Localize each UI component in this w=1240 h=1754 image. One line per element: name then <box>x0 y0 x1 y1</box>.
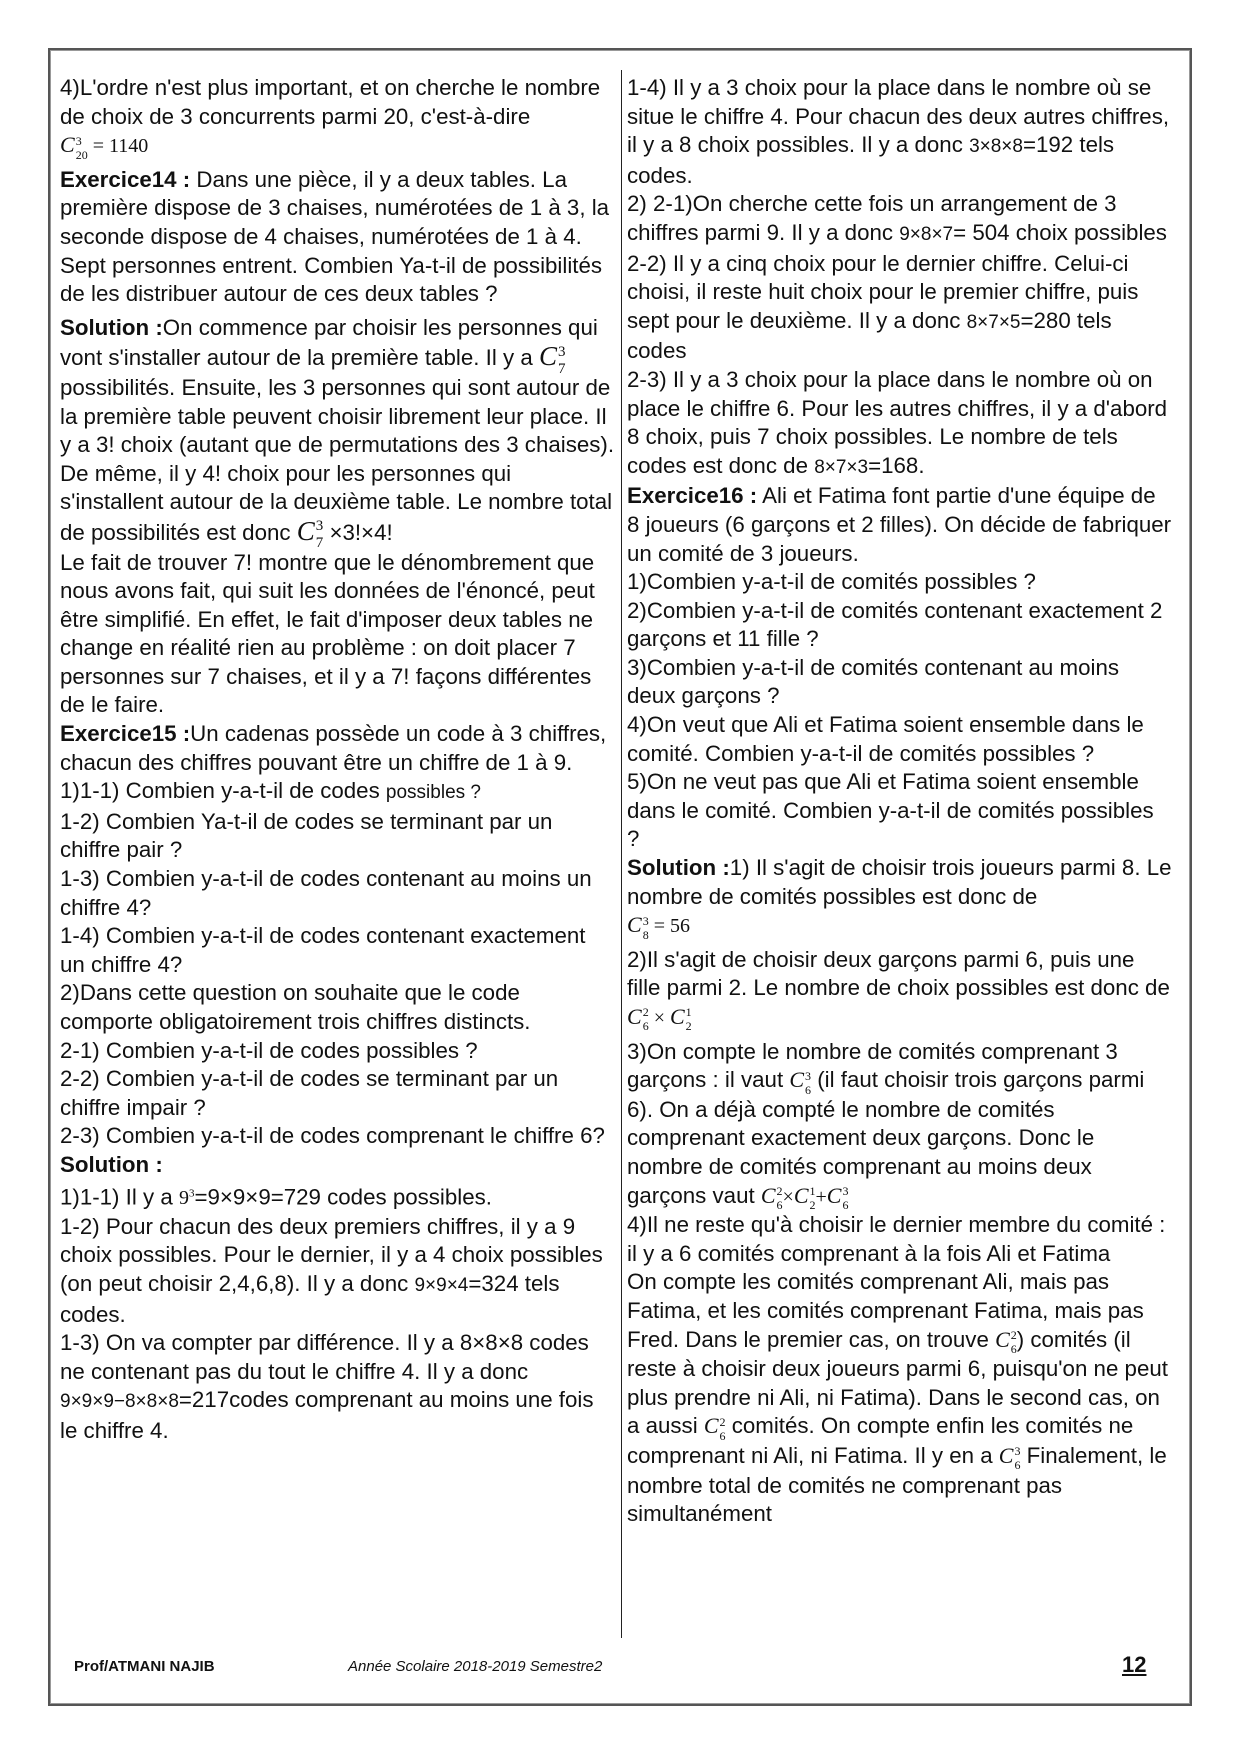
math-c2-6-b: C 2 6 <box>703 1413 726 1443</box>
left-column <box>60 74 616 1446</box>
ex15-q1-4: 1-4) Combien y-a-t-il de codes contenant exactement un chiffre 4? <box>60 923 586 977</box>
exercise14-statement: Exercice14 : Dans une pièce, il y a deux tables. La première dispose de 3 chaises, numérotées de 1 à 3, la seconde dispose de 4 chaises, numérotées de 1 à 4. Sept personnes entrent. Combien Ya-t-il de possibilités de les distribuer autour de ces deux tables ? <box>60 166 610 307</box>
exercise16-statement: Exercice16 : Ali et Fatima font partie d'une équipe de 8 joueurs (6 garçons et 2 filles). On décide de fabriquer un comité de 3 joueurs. <box>627 483 1172 566</box>
ex16-q4: 4)On veut que Ali et Fatima soient ensemble dans le comité. Combien y-a-t-il de comités possibles ? <box>627 712 1144 766</box>
ex15-q1-2: 1-2) Combien Ya-t-il de codes se terminant par un chiffre pair ? <box>60 808 553 863</box>
math-c3-6-b: C 3 6 <box>998 1442 1021 1473</box>
ex15-q2: 2)Dans cette question on souhaite que le code comporte obligatoirement trois chiffres distincts. <box>60 980 531 1034</box>
math-c3-20: C 3 20 = 1140 <box>60 132 149 162</box>
footer-school-year: Année Scolaire 2018-2019 Semestre2 <box>348 1658 603 1675</box>
solution15-label: Solution : <box>60 1151 163 1177</box>
ex16-sol-1-math <box>627 911 1172 941</box>
ex13-q4-answer: 4)L'ordre n'est plus important, et on cherche le nombre de choix de 3 concurrents parmi 20, c'est-à-dire C 3 20 = 1140 <box>60 75 601 162</box>
page-number: 12 <box>1122 1652 1147 1677</box>
ex15-sol-2-3: 2-3) Il y a 3 choix pour la place dans le nombre où on place le chiffre 6. Pour les autres chiffres, il y a d'abord 8 choix, puis 7 choix possibles. Le nombre de tels codes est donc de 8×7×3=168. <box>627 366 1168 478</box>
math-9-cubed: $9^3$ <box>178 1187 195 1210</box>
ex15-q2-3: 2-3) Combien y-a-t-il de codes comprenant le chiffre 6? <box>60 1123 605 1149</box>
exercise14-label: Exercice14 : <box>60 166 191 192</box>
ex15-sol-1-1: 1)1-1) Il y a $9^3=9\times 9\times 9=729$ codes possibles. <box>60 1184 492 1210</box>
ex16-sol-3: 3)On compte le nombre de comités comprenant 3 garçons : il vaut C 3 6 (il faut choisir trois garçons parmi 6). On a déjà compté le nombre de comités comprenant exactement deux garçons. Donc le nombre de comités comprenant au moins deux garçons vaut C 2 6 ×C 1 2 +C 3 6 <box>627 1038 1145 1212</box>
footer-author: Prof/ATMANI NAJIB <box>74 1658 215 1675</box>
ex15-sol-1-4: 1-4) Il y a 3 choix pour la place dans le nombre où se situe le chiffre 4. Pour chacun des deux autres chiffres, il y a 8 choix possibles. Il y a donc 3×8×8=192 tels codes. <box>627 75 1170 188</box>
ex15-q1-3: 1-3) Combien y-a-t-il de codes contenant au moins un chiffre 4? <box>60 866 592 920</box>
math-c3-6: C 3 6 <box>789 1067 812 1097</box>
exercise16-label: Exercice16 : <box>627 483 758 509</box>
math-c3-7-b: C 3 7 <box>296 515 324 552</box>
ex15-sol-2-1: 2) 2-1)On cherche cette fois un arrangement de 3 chiffres parmi 9. Il y a donc 9×8×7= 504 choix possibles <box>627 191 1167 245</box>
ex16-q3: 3)Combien y-a-t-il de comités contenant au moins deux garçons ? <box>627 654 1119 709</box>
exercise14-solution-part1: Solution :On commence par choisir les personnes qui vont s'installer autour de la première table. Il y a C 3 7 possibilités. Ensuite, les 3 personnes qui sont autour de la première table peuvent choisir librement leur place. Il y a 3! choix (autant que de permutations des 3 chaises). De même, il y 4! choix pour les personnes qui s'installent autour de la deuxième table. Le nombre total de possibilités est donc C 3 7 ×3!×4! <box>60 314 615 552</box>
ex16-q2: 2)Combien y-a-t-il de comités contenant exactement 2 garçons et 11 fille ? <box>627 597 1163 652</box>
ex15-q2-2: 2-2) Combien y-a-t-il de codes se terminant par un chiffre impair ? <box>60 1066 559 1120</box>
ex15-sol-2-2: 2-2) Il y a cinq choix pour le dernier chiffre. Celui-ci choisi, il reste huit choix pour le premier chiffre, puis sept pour le deuxième. Il y a donc 8×7×5=280 tels codes <box>627 250 1139 364</box>
ex16-sol-2: 2)Il s'agit de choisir deux garçons parmi 6, puis une fille parmi 2. Le nombre de choix possibles est donc de C 2 6 × C 1 2 <box>627 946 1170 1034</box>
math-c3-8: C 3 8 = 56 <box>627 912 690 942</box>
ex16-sol-4: 4)Il ne reste qu'à choisir le dernier membre du comité : il y a 6 comités comprenant à la fois Ali et Fatima <box>627 1212 1166 1266</box>
column-divider <box>621 70 622 1638</box>
math-c3-7: C 3 7 <box>538 341 566 377</box>
exercise15-label: Exercice15 : <box>60 721 191 747</box>
solution14-label: Solution : <box>60 314 163 340</box>
ex15-sol-1-2: 1-2) Pour chacun des deux premiers chiffres, il y a 9 choix possibles. Pour le dernier, il y a 4 choix possibles (on peut choisir 2,4,6,8). Il y a donc 9×9×4=324 tels codes. <box>60 1213 603 1327</box>
math-sum: C 2 6 ×C 1 2 +C 3 6 <box>760 1182 849 1212</box>
ex15-q2-1: 2-1) Combien y-a-t-il de codes possibles ? <box>60 1037 478 1063</box>
page-footer <box>50 1652 1190 1682</box>
ex15-q1-1: 1)1-1) Combien y-a-t-il de codes possibles ? <box>60 778 481 804</box>
exercise15-statement: Exercice15 :Un cadenas possède un code à 3 chiffres, chacun des chiffres pouvant être un chiffre de 1 à 9. <box>60 721 607 775</box>
exercise14-solution-part2: Le fait de trouver 7! montre que le dénombrement que nous avons fait, qui suit les données de l'énoncé, peut être simplifié. En effet, le fait d'imposer deux tables ne change en réalité rien au problème : on doit placer 7 personnes sur 7 chaises, et il y a 7! façons différentes de le faire. <box>60 549 595 718</box>
math-c2-6-times-c1-2: C 2 6 × C 1 2 <box>627 1004 692 1034</box>
right-column <box>627 74 1172 1529</box>
ex16-sol-1: Solution :1) Il s'agit de choisir trois joueurs parmi 8. Le nombre de comités possibles est donc de <box>627 855 1172 909</box>
ex16-sol-5: On compte les comités comprenant Ali, mais pas Fatima, et les comités comprenant Fatima, mais pas Fred. Dans le premier cas, on trouve C 2 6 ) comités (il reste à choisir deux joueurs parmi 6, puisqu'on ne peut plus prendre ni Ali, ni Fatima). Dans le second cas, on a aussi C 2 6 comités. On compte enfin les comités ne comprenant ni Ali, ni Fatima. Il y en a C 3 6 Finalement, le nombre total de comités ne comprenant pas simultanément <box>627 1269 1168 1527</box>
math-c2-6-a: C 2 6 <box>995 1326 1017 1356</box>
solution16-label: Solution : <box>627 855 730 881</box>
page-frame <box>48 48 1192 1706</box>
ex16-q1: 1)Combien y-a-t-il de comités possibles ? <box>627 569 1036 595</box>
ex15-sol-1-3: 1-3) On va compter par différence. Il y a 8×8×8 codes ne contenant pas du tout le chiffre 4. Il y a donc 9×9×9−8×8×8=217codes comprenant au moins une fois le chiffre 4. <box>60 1330 594 1443</box>
ex16-q5: 5)On ne veut pas que Ali et Fatima soient ensemble dans le comité. Combien y-a-t-il de comités possibles ? <box>627 769 1154 852</box>
